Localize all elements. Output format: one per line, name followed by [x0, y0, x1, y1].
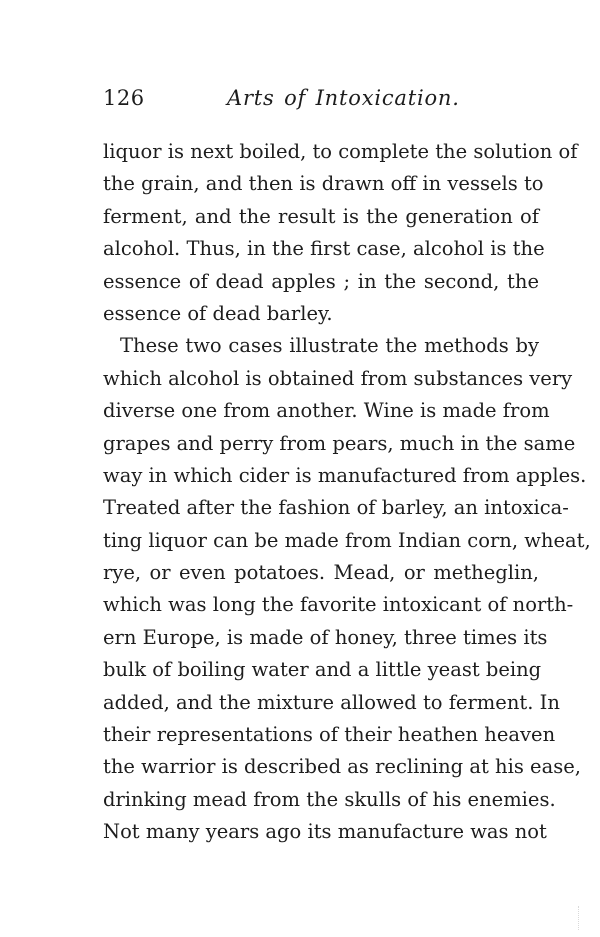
text-line: grapes and perry from pears, much in the same [103, 431, 576, 455]
page-number: 126 [103, 86, 145, 110]
text-line: liquor is next boiled, to complete the solution of [103, 140, 578, 163]
text-line: bulk of boiling water and a little yeast being [103, 658, 542, 682]
text-line: ferment, and the result is the generation of [103, 204, 539, 228]
text-line: Treated after the fashion of barley, an intoxica- [103, 496, 569, 520]
text-line: ting liquor can be made from Indian corn, wheat, [103, 528, 591, 552]
text-line: which was long the favorite intoxicant of north- [103, 593, 574, 617]
text-line: diverse one from another. Wine is made from [103, 399, 550, 423]
text-line: These two cases illustrate the methods by [120, 334, 539, 358]
text-line: ern Europe, is made of honey, three times its [103, 625, 548, 649]
body-text [103, 136, 591, 849]
running-title: Arts of Intoxication. [227, 86, 460, 110]
text-line: drinking mead from the skulls of his enemies. [103, 787, 556, 811]
text-line: added, and the mixture allowed to ferment. In [103, 690, 560, 714]
text-line: alcohol. Thus, in the first case, alcohol is the [103, 237, 545, 261]
text-line: way in which cider is manufactured from apples. [103, 463, 587, 487]
page-edge-mark [578, 906, 580, 930]
text-line: essence of dead barley. [103, 301, 333, 325]
text-line: Not many years ago its manufacture was not [103, 820, 547, 844]
text-line: which alcohol is obtained from substances very [103, 366, 573, 390]
text-line: rye, or even potatoes. Mead, or metheglin, [103, 561, 539, 585]
running-head [103, 86, 543, 116]
text-line: the warrior is described as reclining at his ease, [103, 755, 581, 779]
text-line: essence of dead apples ; in the second, the [103, 269, 539, 293]
text-line: the grain, and then is drawn off in vessels to [103, 172, 544, 196]
text-line: their representations of their heathen heaven [103, 723, 556, 747]
